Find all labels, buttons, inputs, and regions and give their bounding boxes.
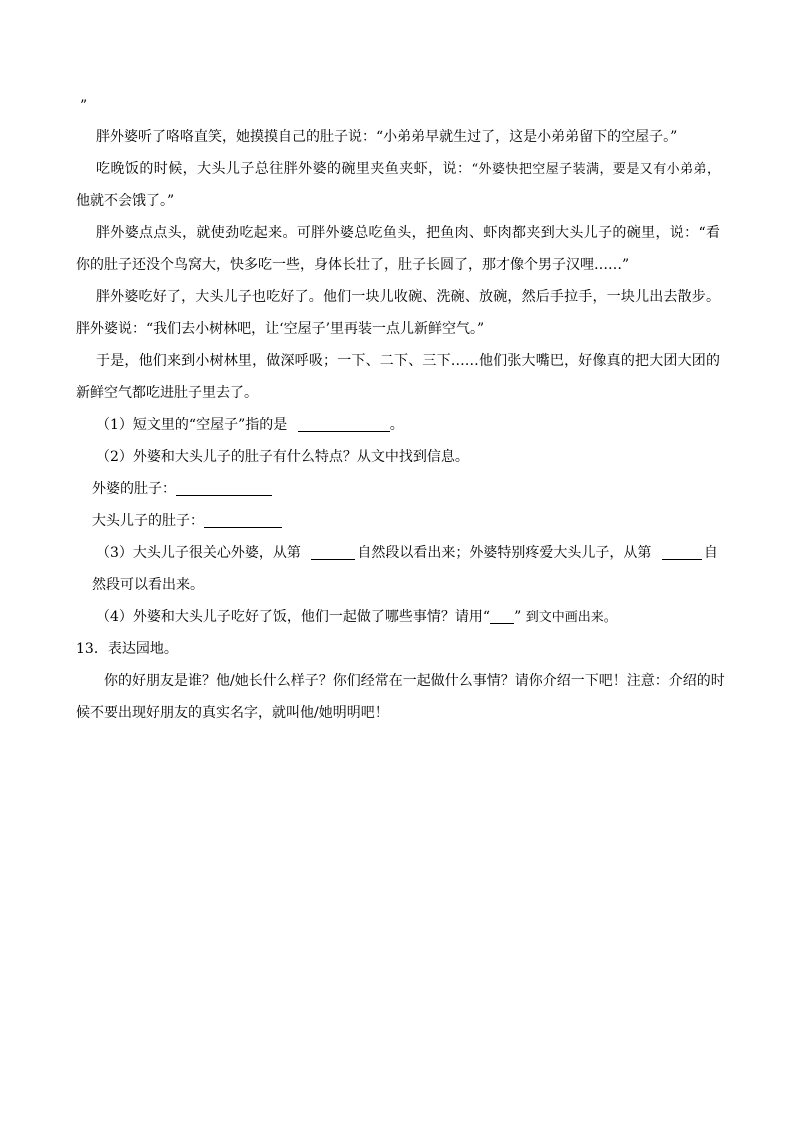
question-3-line-2: 然段可以看出来。 [92, 577, 204, 593]
question-2-grandma-row [92, 479, 272, 499]
question-1 [96, 415, 404, 435]
question-4-text-a: （4）外婆和大头儿子吃好了饭，他们一起做了哪些事情？请用“ [96, 609, 491, 625]
section-13-prompt-line-1: 你的好朋友是谁？他/她长什么样子？你们经常在一起做什么事情？请你介绍一下吧！注意：介绍的时 [104, 673, 725, 689]
story-paragraph-5-line-2: 新鲜空气都吃进肚子里去了。 [76, 385, 258, 401]
story-paragraph-2-text: 吃晚饭的时候，大头儿子总往胖外婆的碗里夹鱼夹虾，说： [96, 161, 472, 177]
question-1-answer-blank[interactable] [298, 417, 390, 432]
section-13-prompt-line-2: 候不要出现好朋友的真实名字，就叫他/她明明吧！ [76, 705, 389, 721]
question-3-text-c: 自 [703, 545, 718, 561]
story-paragraph-3-line-2: 你的肚子还没个鸟窝大，快多吃一些，身体长壮了，肚子长圆了，那才像个男子汉哩……” [76, 257, 630, 273]
question-3-text-b: 自然段以看出来；外婆特别疼爱大头儿子，从第 [357, 545, 652, 561]
story-paragraph-3-line-1: 胖外婆点点头，就使劲吃起来。可胖外婆总吃鱼头，把鱼肉、虾肉都夹到大头儿子的碗里，说：“看 [96, 225, 720, 241]
stray-closing-quote: ” [80, 98, 88, 114]
section-13-heading: 13．表达园地。 [76, 641, 178, 657]
question-4-underline-sample [490, 609, 514, 624]
story-paragraph-4-line-2: 胖外婆说：“我们去小树林吧，让‘空屋子’里再装一点儿新鲜空气。” [76, 321, 485, 337]
question-2: （2）外婆和大头儿子的肚子有什么特点？从文中找到信息。 [96, 449, 469, 465]
question-4-text-b: ” [514, 609, 522, 625]
question-1-period: 。 [389, 417, 404, 433]
grandma-belly-answer-blank[interactable] [176, 481, 272, 496]
story-paragraph-2-line-2: 他就不会饿了。” [76, 193, 175, 209]
story-paragraph-2-quote: “外婆快把空屋子装满，要是又有小弟弟， [471, 162, 720, 177]
question-3-text-a: （3）大头儿子很关心外婆，从第 [96, 545, 301, 561]
question-2-grandma-label: 外婆的肚子： [92, 481, 176, 497]
question-2-son-row [92, 511, 282, 531]
story-paragraph-2-line-1 [96, 159, 720, 180]
question-2-son-label: 大头儿子的肚子： [92, 513, 204, 529]
question-1-text: （1）短文里的“空屋子”指的是 [96, 417, 288, 433]
question-3-blank-1[interactable] [311, 545, 355, 560]
story-paragraph-4-line-1: 胖外婆吃好了，大头儿子也吃好了。他们一块儿收碗、洗碗、放碗，然后手拉手，一块儿出去散步。 [96, 289, 720, 305]
story-paragraph-1: 胖外婆听了咯咯直笑，她摸摸自己的肚子说：“小弟弟早就生过了，这是小弟弟留下的空屋子。” [96, 129, 678, 145]
question-4 [96, 607, 617, 628]
question-4-text-c: 到文中画出来。 [525, 610, 617, 625]
question-3-line-1 [96, 543, 718, 563]
story-paragraph-5-line-1: 于是，他们来到小树林里，做深呼吸；一下、二下、三下……他们张大嘴巴，好像真的把大团大团的 [96, 353, 720, 369]
question-3-blank-2[interactable] [662, 545, 702, 560]
son-belly-answer-blank[interactable] [204, 513, 282, 528]
